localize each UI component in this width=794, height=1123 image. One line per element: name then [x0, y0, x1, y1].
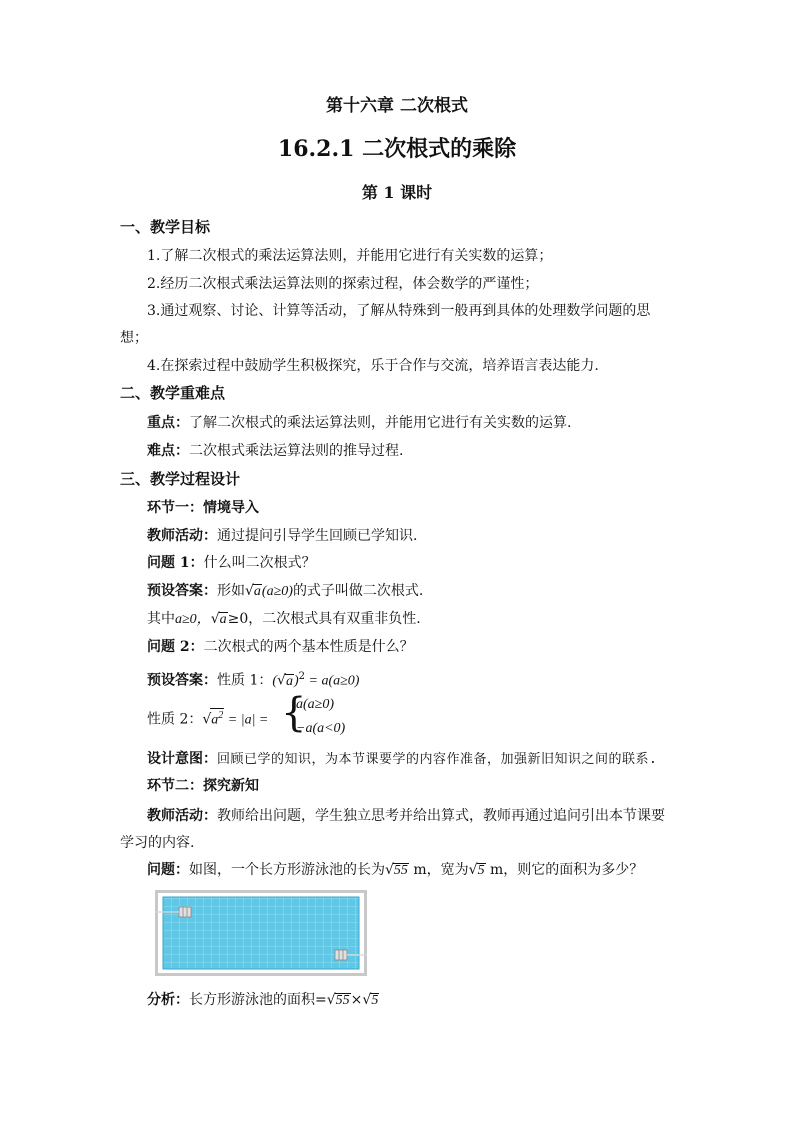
ladder-right — [335, 950, 347, 960]
nn-a: a≥0， — [175, 612, 211, 627]
sqrt-symbol: √ — [210, 611, 220, 627]
radicand — [210, 708, 224, 728]
teacher-activity-1 — [147, 526, 417, 546]
teacher2-text: 教师给出问题，学生独立思考并给出算式，教师再通过追问引出本节课要 — [217, 808, 665, 824]
exponent: 2 — [218, 710, 224, 721]
teacher-activity-2 — [147, 806, 665, 826]
section-title: 16.2.1 二次根式的乘除 — [277, 136, 517, 162]
pool-water — [163, 897, 359, 969]
property-1 — [147, 667, 359, 692]
problem-unit2: m，则它的面积为多少？ — [485, 862, 644, 878]
problem-pre: 如图，一个长方形游泳池的长为 — [189, 862, 385, 878]
key-text: 了解二次根式的乘法运算法则，并能用它进行有关实数的运算. — [189, 415, 572, 431]
exponent: 2 — [298, 671, 305, 682]
radicand-width: 5 — [477, 863, 485, 878]
goal-1: 1.了解二次根式的乘法运算法则，并能用它进行有关实数的运算； — [147, 248, 553, 264]
analysis-pre: 长方形游泳池的面积= — [189, 992, 327, 1008]
q2-label: 问题 2： — [147, 639, 204, 655]
sqrt-symbol: √ — [202, 711, 212, 728]
answer-1 — [147, 581, 423, 602]
teacher-activity-2-cont: 学习的内容. — [120, 835, 195, 851]
teacher2-label: 教师活动： — [147, 808, 217, 824]
sqrt-symbol: √ — [277, 672, 286, 689]
problem-unit1: m，宽为 — [408, 862, 469, 878]
prop2-label: 性质 2： — [147, 711, 203, 728]
swimming-pool-image — [155, 890, 367, 976]
radicand: a — [253, 584, 261, 599]
goal-2: 2.经历二次根式乘法运算法则的探索过程，体会数学的严谨性； — [147, 276, 539, 292]
sqrt-symbol: √ — [385, 862, 394, 878]
design-label: 设计意图： — [147, 751, 217, 767]
key-point — [147, 413, 571, 433]
answer-post: 的式子叫做二次根式. — [292, 583, 424, 599]
key-label: 重点： — [147, 415, 189, 431]
analysis-label: 分析： — [147, 992, 189, 1008]
goal-4: 4.在探索过程中鼓励学生积极探究，乐于合作与交流，培养语言表达能力. — [147, 358, 599, 374]
ladder-left — [179, 907, 191, 917]
link-2: 环节二：探究新知 — [147, 778, 259, 794]
heading-teaching-goals: 一、教学目标 — [120, 218, 211, 236]
difficult-point — [147, 441, 403, 461]
q1-label: 问题 1： — [147, 555, 204, 571]
radicand-1: 55 — [335, 993, 350, 1008]
non-negativity — [147, 609, 421, 630]
question-2 — [147, 637, 414, 657]
goal-3: 3.通过观察、讨论、计算等活动，了解从特殊到一般再到具体的处理数学问题的思 — [147, 303, 651, 319]
sqrt-symbol: √ — [362, 992, 372, 1008]
q2-text: 二次根式的两个基本性质是什么？ — [203, 639, 414, 655]
answer-condition: (a≥0) — [261, 584, 293, 599]
radicand-length: 55 — [393, 863, 408, 878]
answer-label: 预设答案： — [147, 583, 217, 599]
difficult-text: 二次根式乘法运算法则的推导过程. — [189, 443, 404, 459]
chapter-title: 第十六章 二次根式 — [326, 96, 468, 116]
lesson-label: 第 1 课时 — [361, 183, 433, 202]
radicand: a — [219, 612, 227, 627]
radicand-2: 5 — [371, 993, 379, 1008]
difficult-label: 难点： — [147, 443, 189, 459]
nn-post: ，二次根式具有双重非负性. — [248, 611, 421, 627]
nn-ge: ≥0 — [227, 611, 249, 627]
design-intent — [147, 749, 657, 770]
q1-text: 什么叫二次根式？ — [203, 555, 316, 571]
paren-left: ( — [272, 673, 278, 689]
prop1-label: 性质 1： — [217, 672, 273, 689]
question-1 — [147, 553, 316, 573]
times-sign: × — [350, 992, 363, 1008]
brace-symbol: { — [281, 690, 307, 736]
link-1: 环节一：情境导入 — [147, 500, 259, 516]
problem — [147, 860, 643, 880]
answer-pre: 形如 — [217, 583, 245, 599]
problem-label: 问题： — [147, 862, 189, 878]
case-negative: −a(a<0) — [296, 721, 346, 736]
teacher-label: 教师活动： — [147, 528, 217, 544]
property-2 — [147, 708, 268, 731]
sqrt-symbol: √ — [468, 862, 478, 878]
goal-3-cont: 想； — [120, 330, 148, 346]
nn-pre: 其中 — [147, 611, 175, 627]
radicand: a — [285, 673, 293, 689]
teacher-text: 通过提问引导学生回顾已学知识. — [217, 528, 418, 544]
analysis — [147, 990, 379, 1010]
answer-label: 预设答案： — [147, 672, 217, 689]
design-text: 回顾已学的知识，为本节课要学的内容作准备，加强新旧知识之间的联系. — [217, 752, 658, 767]
sqrt-symbol: √ — [326, 992, 336, 1008]
prop2-equation: = |a| = — [224, 712, 269, 728]
radicand-base: a — [211, 712, 219, 728]
paren-right: ) — [293, 673, 299, 689]
prop1-equation: = a(a≥0) — [305, 673, 360, 689]
case-positive: a(a≥0) — [296, 697, 335, 712]
heading-process-design: 三、教学过程设计 — [120, 470, 241, 488]
sqrt-symbol: √ — [245, 583, 254, 599]
heading-key-points: 二、教学重难点 — [120, 384, 226, 402]
